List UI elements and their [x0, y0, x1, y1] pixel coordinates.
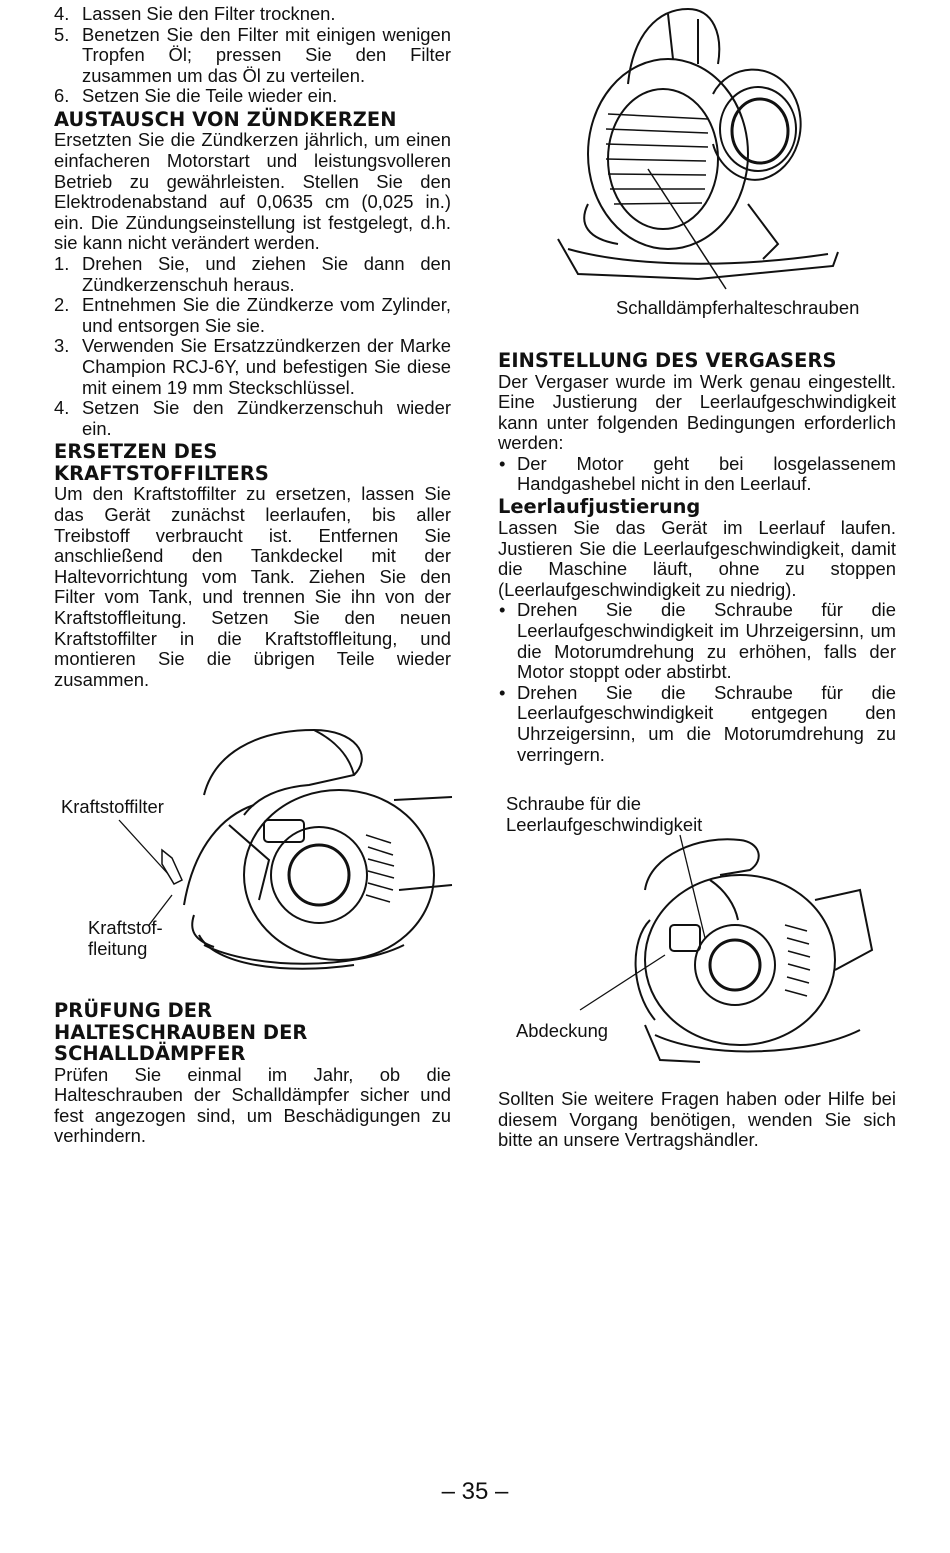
list-number: 5. [54, 23, 70, 45]
muffler-section [54, 998, 451, 1147]
fuel-filter-label: Kraftstoffilter [61, 796, 164, 817]
list-text: Drehen Sie, und ziehen Sie dann den Zündkerzenschuh heraus. [82, 253, 451, 295]
list-text: Setzen Sie die Teile wieder ein. [82, 85, 338, 107]
list-number: 3. [54, 335, 70, 357]
list-item [54, 336, 451, 398]
list-text: Benetzen Sie den Filter mit einigen wenigen Tropfen Öl; pressen Sie den Filter zusammen um das Öl zu verteilen. [82, 23, 451, 86]
list-number: 2. [54, 294, 70, 316]
fuel-filter-heading [54, 441, 451, 484]
list-number: 6. [54, 85, 70, 107]
list-item [54, 254, 451, 295]
filter-steps-list [54, 4, 451, 107]
idle-heading: Leerlaufjustierung [498, 495, 701, 519]
spark-plug-heading: AUSTAUSCH VON ZÜNDKERZEN [54, 107, 397, 131]
carburetor-heading: EINSTELLUNG DES VERGASERS [498, 349, 837, 372]
list-item [54, 25, 451, 87]
muffler-screws-label: Schalldämpferhalteschrauben [616, 297, 860, 318]
bullet-item: • Der Motor geht bei losgelassenem Handgashebel nicht in den Leerlauf. [498, 454, 896, 495]
list-text: Setzen Sie den Zündkerzenschuh wieder ein. [82, 397, 451, 439]
idle-text: Lassen Sie das Gerät im Leerlauf laufen. Justieren Sie die Leerlaufgeschwindigkeit, damit die Maschine läuft, ohne zu stoppen (Leerlaufgeschwindigkeit zu niedrig). [498, 517, 896, 600]
bullet-item: • Drehen Sie die Schraube für die Leerlaufgeschwindigkeit im Uhrzeigersinn, um die Motorumdrehung zu erhöhen, falls der Motor stoppt oder abstirbt. [498, 600, 896, 682]
closing-text: Sollten Sie weitere Fragen haben oder Hilfe bei diesem Vorgang benötigen, wenden Sie sich bitte an unsere Vertragshändler. [498, 1088, 896, 1151]
label-line: Leerlaufgeschwindigkeit [506, 813, 703, 835]
fuel-filter-text: Um den Kraftstoffilter zu ersetzen, lassen Sie das Gerät zunächst leerlaufen, bis aller Treibstoff verbraucht ist. Entfernen Sie anschließend den Tankdeckel mit der Haltevorrichtung vom Tank. Ziehen Sie den Filter vom Tank, und trennen Sie ihn von der Kraftstoffleitung. Setzen Sie den neuen Kraftstoffilter in die Kraftstoffleitung, und montieren Sie die übrigen Teile wieder zusammen. [54, 483, 451, 690]
list-text: Lassen Sie den Filter trocknen. [82, 3, 336, 24]
list-item [54, 4, 451, 25]
heading-line: PRÜFUNG DER [54, 999, 213, 1022]
list-number: 1. [54, 253, 70, 275]
heading-line: SCHALLDÄMPFER [54, 1042, 246, 1065]
spark-plug-intro: Ersetzten Sie die Zündkerzen jährlich, um einen einfacheren Motorstart und leistungsvolleren Betrieb zu gewährleisten. Stellen Sie den Elektrodenabstand auf 0,0635 cm (0,025 in.) ein. Die Zündungseinstellung ist festgelegt, d.h. sie kann nicht verändert werden. [54, 129, 451, 254]
bullet-item: • Drehen Sie die Schraube für die Leerlaufgeschwindigkeit entgegen den Uhrzeigersinn, um die Motorumdrehung zu verringern. [498, 683, 896, 765]
list-item [54, 295, 451, 336]
carburetor-bullets [498, 454, 896, 495]
idle-screw-label [506, 794, 702, 835]
muffler-heading [54, 1000, 451, 1065]
muffler-figure [548, 4, 848, 294]
cover-label: Abdeckung [516, 1020, 609, 1041]
idle-bullets [498, 600, 896, 765]
blower-rear-illustration [548, 4, 848, 294]
list-number: 4. [54, 397, 70, 419]
left-column [54, 4, 451, 690]
label-line: Kraftstof- [88, 917, 163, 938]
carburetor-section [498, 348, 896, 765]
carburetor-text: Der Vergaser wurde im Werk genau eingestellt. Eine Justierung der Leerlaufgeschwindigkeit kann unter folgenden Bedingungen erforderlich werden: [498, 370, 896, 454]
list-text: Entnehmen Sie die Zündkerze vom Zylinder, und entsorgen Sie sie. [82, 294, 451, 336]
heading-line: KRAFTSTOFFILTERS [54, 461, 269, 485]
heading-line: HALTESCHRAUBEN DER [54, 1020, 308, 1044]
spark-steps-list [54, 254, 451, 439]
list-number: 4. [54, 3, 70, 24]
page-number: – 35 – [441, 1478, 509, 1505]
list-item [54, 398, 451, 439]
list-item [54, 86, 451, 107]
label-line: Schraube für die [506, 793, 641, 814]
label-line: fleitung [88, 937, 148, 959]
heading-line: ERSETZEN DES [54, 440, 218, 464]
list-text: Verwenden Sie Ersatzzündkerzen der Marke Champion RCJ-6Y, und befestigen Sie diese mit einem 19 mm Steckschlüssel. [82, 335, 451, 398]
muffler-text: Prüfen Sie einmal im Jahr, ob die Halteschrauben der Schalldämpfer sicher und fest angezogen sind, um Beschädigungen zu verhindern. [54, 1063, 451, 1147]
fuel-line-label [88, 918, 163, 959]
